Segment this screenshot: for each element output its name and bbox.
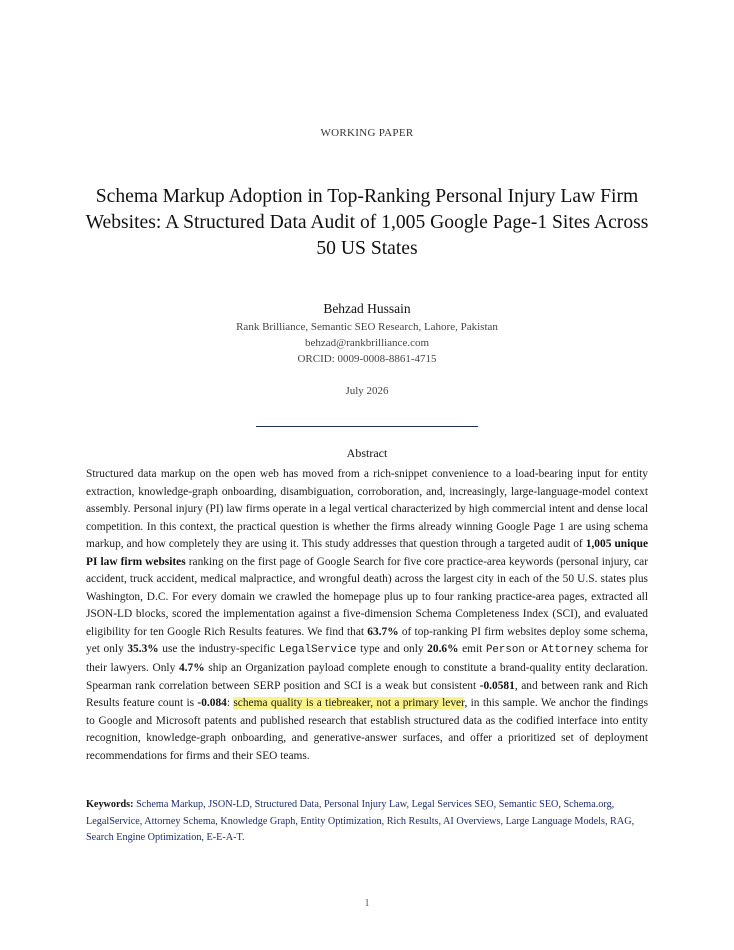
working-paper-label: WORKING PAPER — [320, 127, 414, 139]
paper-title: Schema Markup Adoption in Top-Ranking Personal Injury Law Firm Websites: A Structured Data Audit of 1,005 Google Page-1 Sites Across 50 US States — [85, 186, 649, 260]
author-email[interactable]: behzad@rankbrilliance.com — [304, 337, 430, 349]
author-name: Behzad Hussain — [323, 301, 411, 316]
author-orcid: ORCID: 0009-0008-8861-4715 — [297, 353, 437, 365]
keywords-label: Keywords: — [86, 799, 134, 810]
page-number: 1 — [364, 898, 370, 909]
section-divider — [256, 426, 478, 427]
highlighted-finding: schema quality is a tiebreaker, not a primary lever — [233, 697, 465, 710]
code-person: Person — [485, 644, 525, 657]
author-affiliation: Rank Brilliance, Semantic SEO Research, Lahore, Pakistan — [236, 321, 498, 333]
code-attorney: Attorney — [541, 644, 594, 657]
keywords-list: Schema Markup, JSON-LD, Structured Data, Personal Injury Law, Legal Services SEO, Semantic SEO, Schema.org, LegalService, Attorney Schema, Knowledge Graph, Entity Optimization, Rich Results, AI Overviews, Large Language Models, RAG, Search Engine Optimization, E-E-A-T. — [86, 799, 635, 843]
abstract-body: Structured data markup on the open web has moved from a rich-snippet convenience to a load-bearing input for entity extraction, knowledge-graph onboarding, disambiguation, corroboration, and, increasingly, large-language-model context assembly. Personal injury (PI) law firms operate in a legal vertical characterized by high commercial intent and dense local competition. In this context, the practical question is whether the firms already winning Google Page 1 are using schema markup, and how completely they are using it. This study addresses that question through a targeted audit of 1,005 unique PI law firm websites ranking on the first page of Google Search for five core practice-area keywords (personal injury, car accident, truck accident, medical malpractice, and wrongful death) across the largest city in each of the 50 U.S. states plus Washington, D.C. For every domain we crawled the homepage plus up to four ranking practice-area pages, extracted all JSON-LD blocks, scored the implementation against a five-dimension Schema Completeness Index (SCI), and evaluated eligibility for ten Google Rich Results features. We find that 63.7% of top-ranking PI firm websites deploy some schema, yet only 35.3% use the industry-specific LegalService type and only 20.6% emit Person or Attorney schema for their lawyers. Only 4.7% ship an Organization payload complete enough to constitute a brand-quality entity declaration. Spearman rank correlation between SERP position and SCI is a weak but consistent -0.0581, and between rank and Rich Results feature count is -0.084: schema quality is a tiebreaker, not a primary lever, in this sample. We anchor the findings to Google and Microsoft patents and published research that establish structured data as the codified interface into entity recognition, knowledge-graph onboarding, and generative-answer surfaces, and offer a prioritized set of deployment recommendations for firms and their SEO teams. — [86, 468, 649, 762]
abstract-heading: Abstract — [346, 446, 388, 460]
publication-date: July 2026 — [345, 385, 389, 397]
code-legalservice: LegalService — [278, 644, 357, 657]
keywords-block — [86, 797, 648, 847]
